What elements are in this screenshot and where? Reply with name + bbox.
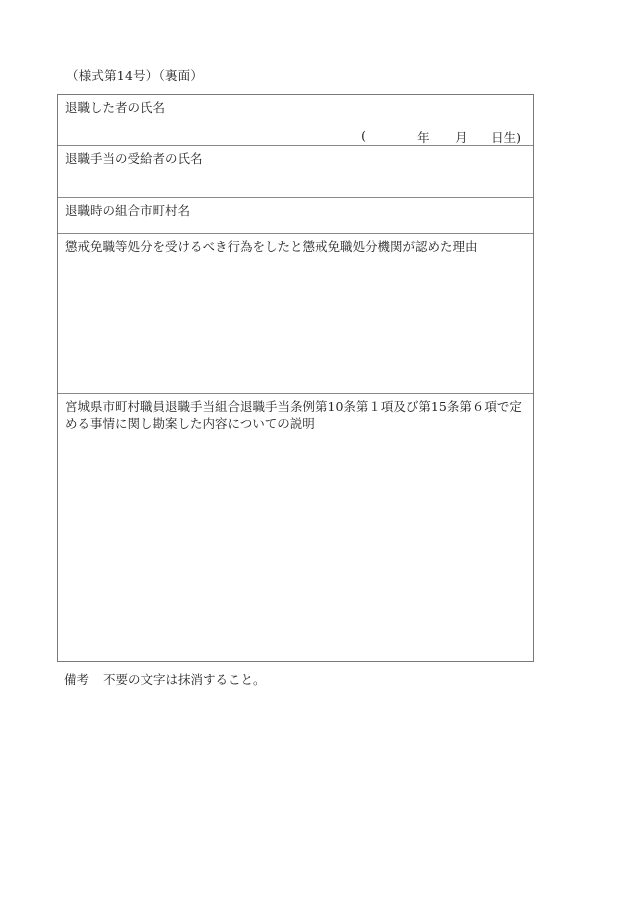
row-considered-circumstances[interactable] (58, 394, 533, 662)
birth-open-paren: ( (361, 128, 366, 143)
municipality-name-label: 退職時の組合市町村名 (65, 203, 191, 218)
birth-day-unit: 日生) (491, 130, 521, 145)
birth-date-field[interactable] (361, 128, 521, 146)
remarks-title: 備考 (64, 672, 90, 687)
birth-year-unit: 年 (417, 130, 430, 145)
row-recipient-name[interactable] (58, 146, 533, 198)
birth-month-unit: 月 (455, 130, 468, 145)
remarks-text: 不要の文字は抹消すること。 (103, 672, 266, 687)
row-municipality-name[interactable] (58, 198, 533, 234)
disciplinary-reason-label: 懲戒免職等処分を受けるべき行為をしたと懲戒免職処分機関が認めた理由 (65, 239, 478, 254)
considered-circumstances-label: 宮城県市町村職員退職手当組合退職手当条例第10条第１項及び第15条第６項で定める事情に関し勘案した内容についての説明 (65, 399, 522, 431)
form-table (57, 94, 534, 662)
remarks-note (64, 670, 266, 688)
form-heading: （様式第14号）（裏面） (66, 68, 204, 83)
row-disciplinary-reason[interactable] (58, 234, 533, 394)
retiree-name-label: 退職した者の氏名 (65, 100, 166, 115)
recipient-name-label: 退職手当の受給者の氏名 (65, 151, 203, 166)
row-retiree-name[interactable] (58, 95, 533, 146)
